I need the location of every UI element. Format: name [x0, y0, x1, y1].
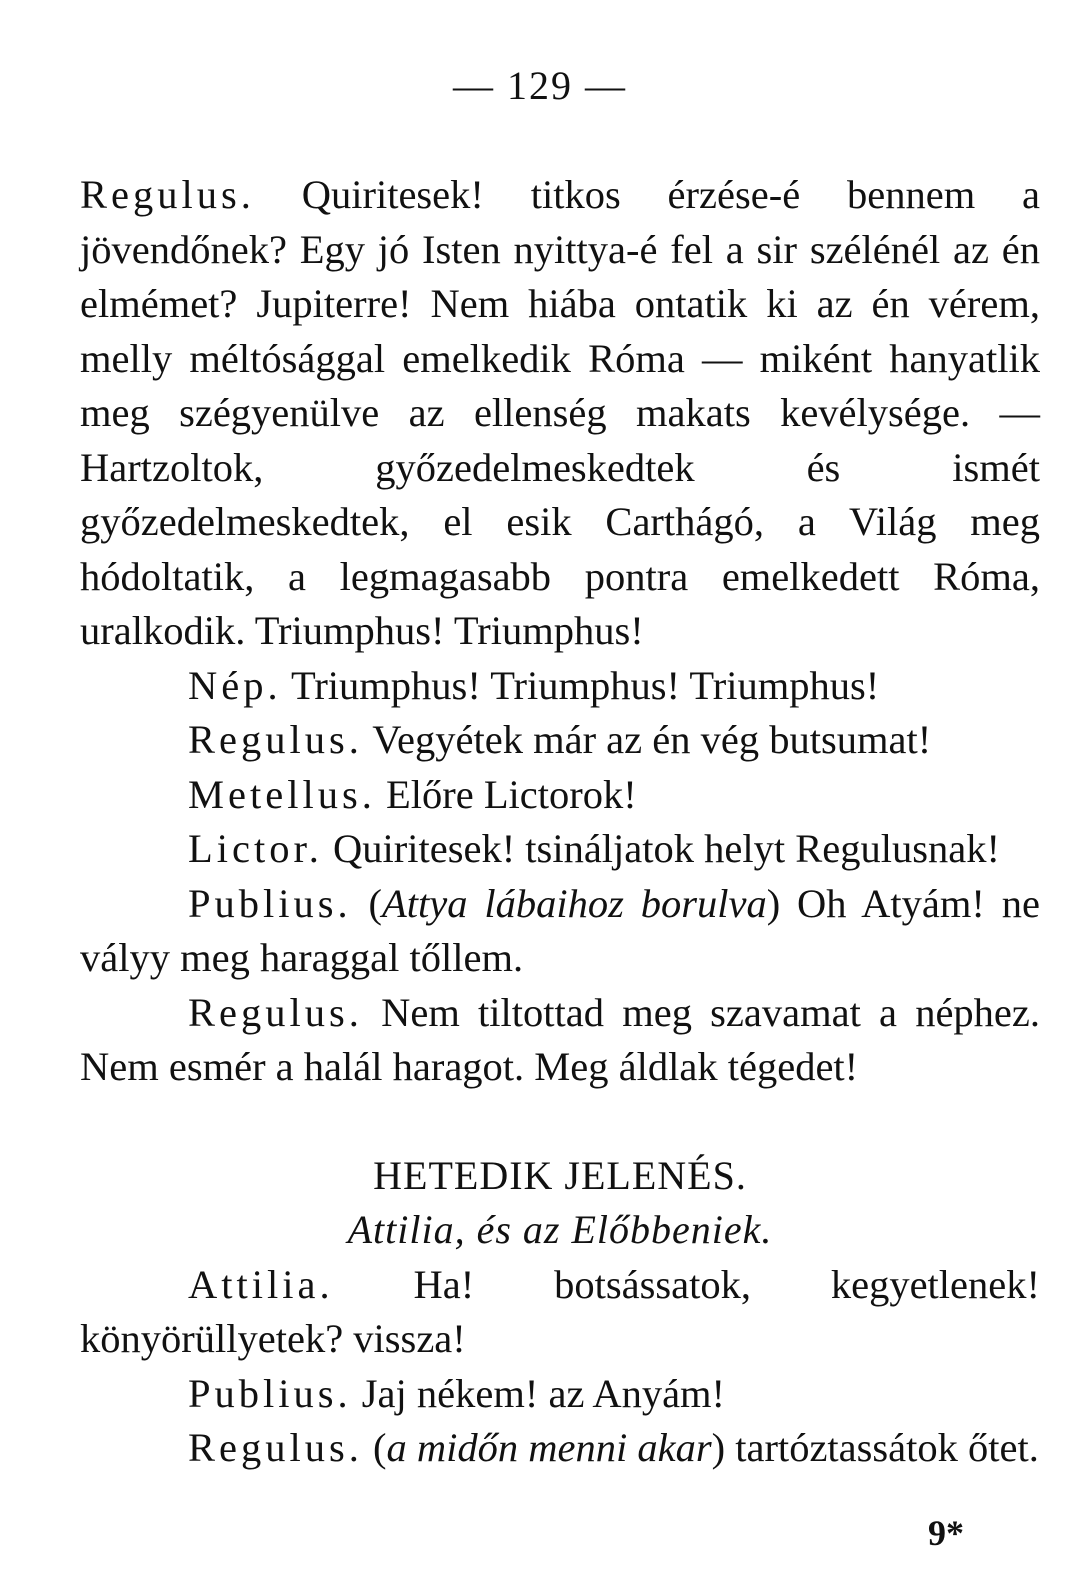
- speaker-name: Regulus.: [188, 1425, 363, 1470]
- speaker-name: Lictor.: [188, 826, 323, 871]
- dialogue-line: [80, 1367, 1040, 1422]
- dialogue-line: [80, 877, 1040, 986]
- dialogue-line: [80, 986, 1040, 1095]
- line-text: Quiritesek! tsináljatok helyt Regulusnak!: [322, 826, 1000, 871]
- dialogue-line: [80, 713, 1040, 768]
- dialogue-line: [80, 659, 1040, 714]
- signature-mark: 9*: [928, 1513, 964, 1553]
- page-number: — 129 —: [453, 63, 627, 108]
- speaker-name: Regulus.: [188, 989, 363, 1035]
- dialogue-line: [80, 768, 1040, 823]
- scene-cast: Attilia, és az Előbbeniek.: [347, 1207, 773, 1252]
- stage-direction: Attya lábaihoz borulva: [382, 880, 767, 926]
- line-text: Előre Lictorok!: [375, 771, 637, 817]
- speaker-name: Nép.: [188, 662, 282, 708]
- line-text: Vegyétek már az én vég butsumat!: [362, 717, 932, 762]
- dialogue-line: [80, 822, 1040, 877]
- line-text: Quiritesek! titkos érzése-é bennem a jövendőnek? Egy jó Isten nyittya-é fel a sir szélénél az én elmémet? Jupiterre! Nem hiába ontatik ki az én vérem, melly méltósággal emelkedik Róma — miként hanyatlik meg szégyenülve az ellenség makats kevélysége. — Hartzoltok, győzedelmeskedtek és ismét győzedelmeskedtek, el esik Carthágó, a Világ meg hódoltatik, a legmagasabb pontra emelkedett Róma, uralkodik. Triumphus! Triumphus!: [80, 172, 1040, 653]
- speaker-name: Regulus.: [188, 717, 363, 762]
- line-text: Jaj nékem! az Anyám!: [351, 1370, 726, 1416]
- line-text: Ha! botsássatok, kegyetlenek! könyörüllyetek? vissza!: [80, 1261, 1040, 1361]
- dialogue-line: [80, 1258, 1040, 1367]
- speaker-name: Publius.: [188, 1370, 352, 1416]
- speaker-name: Attilia.: [188, 1261, 334, 1307]
- dialogue-line: [80, 168, 1040, 659]
- stage-open: (: [351, 880, 383, 926]
- page-body: [80, 168, 1040, 1476]
- stage-open: (: [362, 1425, 387, 1470]
- line-text: Triumphus! Triumphus! Triumphus!: [281, 662, 880, 708]
- speaker-name: Publius.: [188, 880, 352, 926]
- line-text: Nem tiltottad meg szavamat a néphez. Nem esmér a halál haragot. Meg áldlak tégedet!: [80, 989, 1040, 1089]
- line-text: ) Oh Atyám! ne vályy meg haraggal tőllem.: [80, 880, 1040, 980]
- line-text: ) tartóztassátok őtet.: [711, 1425, 1039, 1470]
- speaker-name: Metellus.: [188, 771, 376, 817]
- speaker-name: Regulus.: [80, 172, 255, 217]
- stage-direction: a midőn menni akar: [386, 1425, 712, 1470]
- scene-title: HETEDIK JELENÉS.: [373, 1152, 747, 1198]
- dialogue-line: [80, 1421, 1040, 1476]
